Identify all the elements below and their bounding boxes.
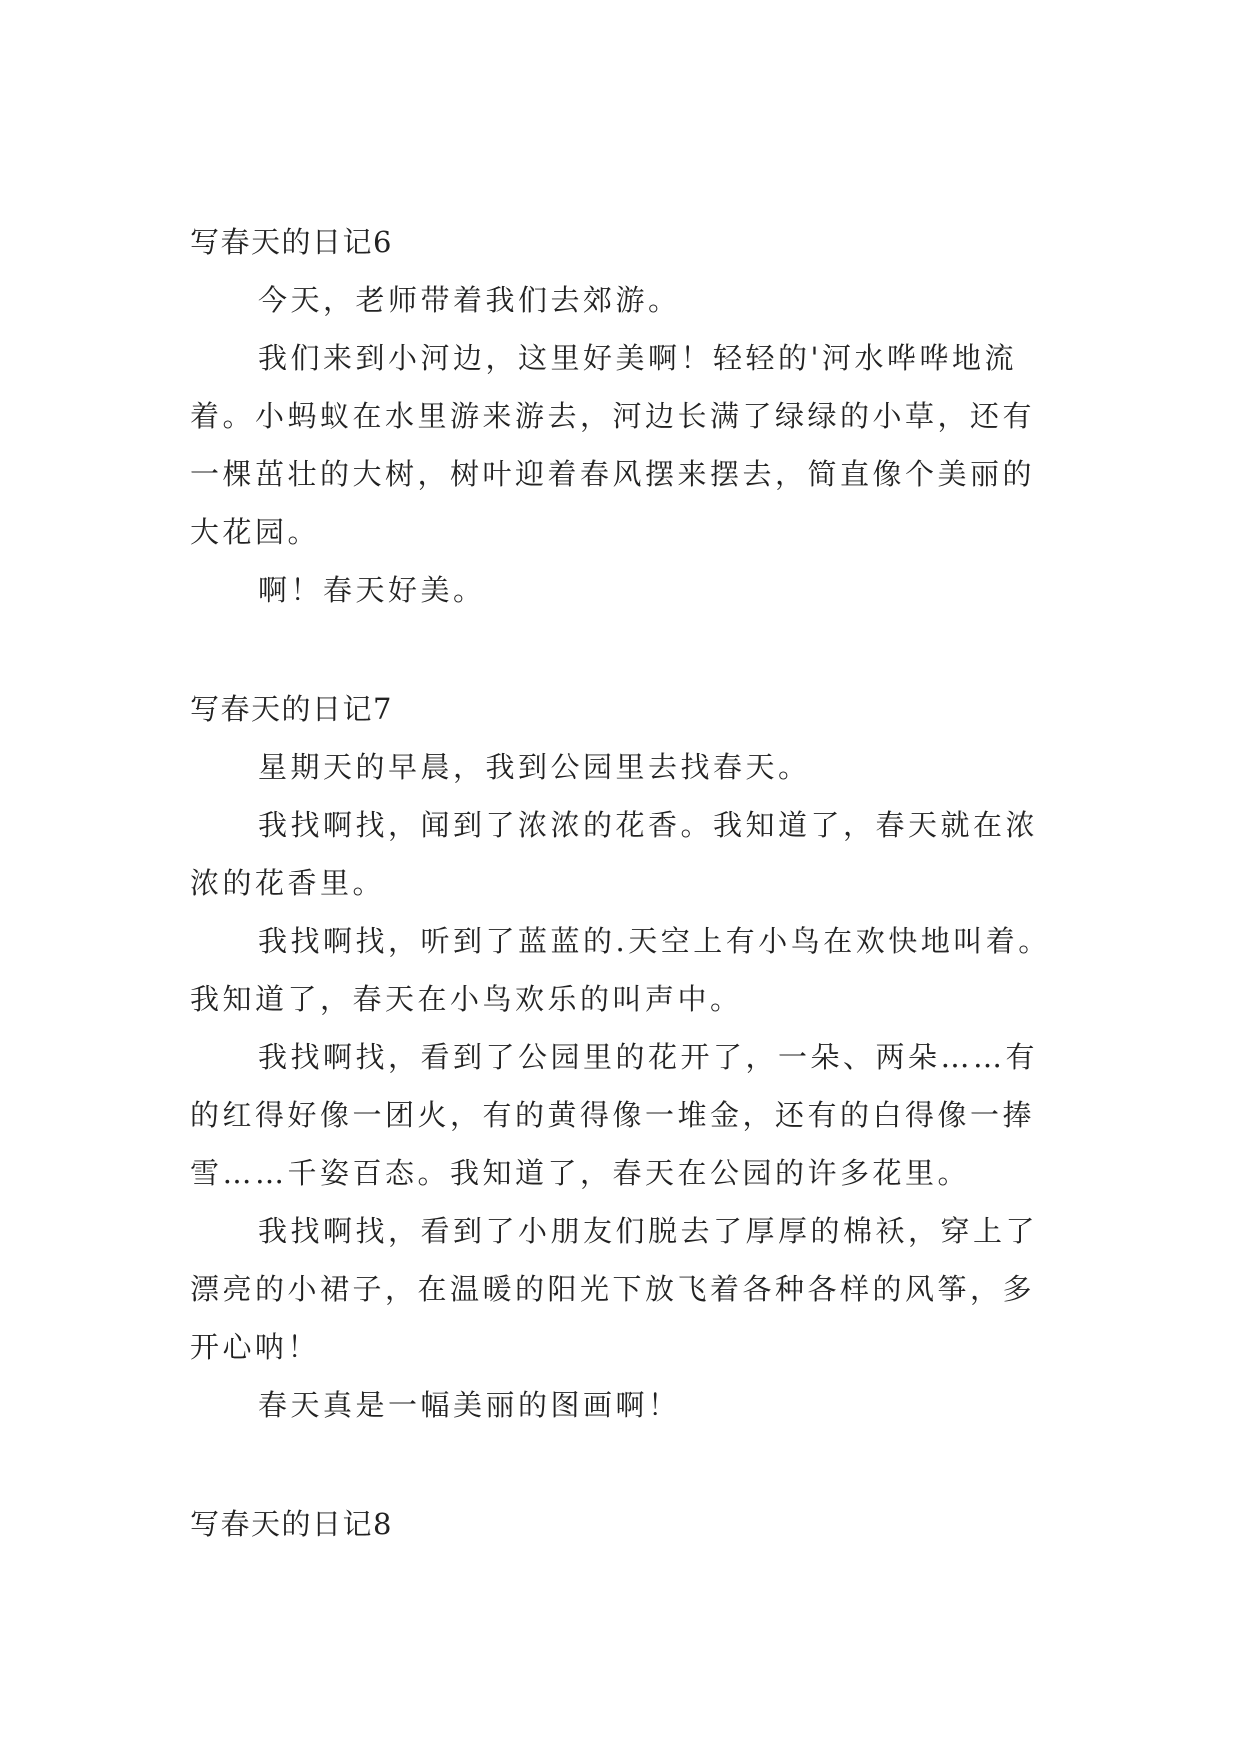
section-title-8: 写春天的日记8 — [190, 1507, 393, 1541]
paragraph-line: 大花园。 — [190, 515, 321, 549]
section-title-6: 写春天的日记6 — [190, 225, 393, 259]
paragraph-line: 开心呐！ — [190, 1330, 321, 1364]
paragraph-line: 我找啊找，听到了蓝蓝的.天空上有小鸟在欢快地叫着。 — [258, 924, 1051, 958]
paragraph-line: 我们来到小河边，这里好美啊！轻轻的'河水哗哗地流 — [258, 341, 1017, 375]
paragraph-line: 春天真是一幅美丽的图画啊！ — [258, 1388, 681, 1422]
paragraph-line: 雪……千姿百态。我知道了，春天在公园的许多花里。 — [190, 1156, 971, 1190]
section-title-7: 写春天的日记7 — [190, 692, 393, 726]
paragraph-line: 的红得好像一团火，有的黄得像一堆金，还有的白得像一捧 — [190, 1098, 1036, 1132]
paragraph-line: 浓的花香里。 — [190, 866, 386, 900]
paragraph-line: 星期天的早晨，我到公园里去找春天。 — [258, 750, 811, 784]
paragraph-line: 我找啊找，闻到了浓浓的花香。我知道了，春天就在浓 — [258, 808, 1039, 842]
paragraph-line: 我找啊找，看到了小朋友们脱去了厚厚的棉袄，穿上了 — [258, 1214, 1039, 1248]
paragraph-line: 今天，老师带着我们去郊游。 — [258, 283, 681, 317]
paragraph-line: 我知道了，春天在小鸟欢乐的叫声中。 — [190, 982, 743, 1016]
paragraph-line: 我找啊找，看到了公园里的花开了，一朵、两朵……有 — [258, 1040, 1039, 1074]
paragraph-line: 着。小蚂蚁在水里游来游去，河边长满了绿绿的小草，还有 — [190, 399, 1036, 433]
paragraph-line: 啊！春天好美。 — [258, 573, 486, 607]
paragraph-line: 漂亮的小裙子，在温暖的阳光下放飞着各种各样的风筝，多 — [190, 1272, 1036, 1306]
paragraph-line: 一棵茁壮的大树，树叶迎着春风摆来摆去，简直像个美丽的 — [190, 457, 1036, 491]
